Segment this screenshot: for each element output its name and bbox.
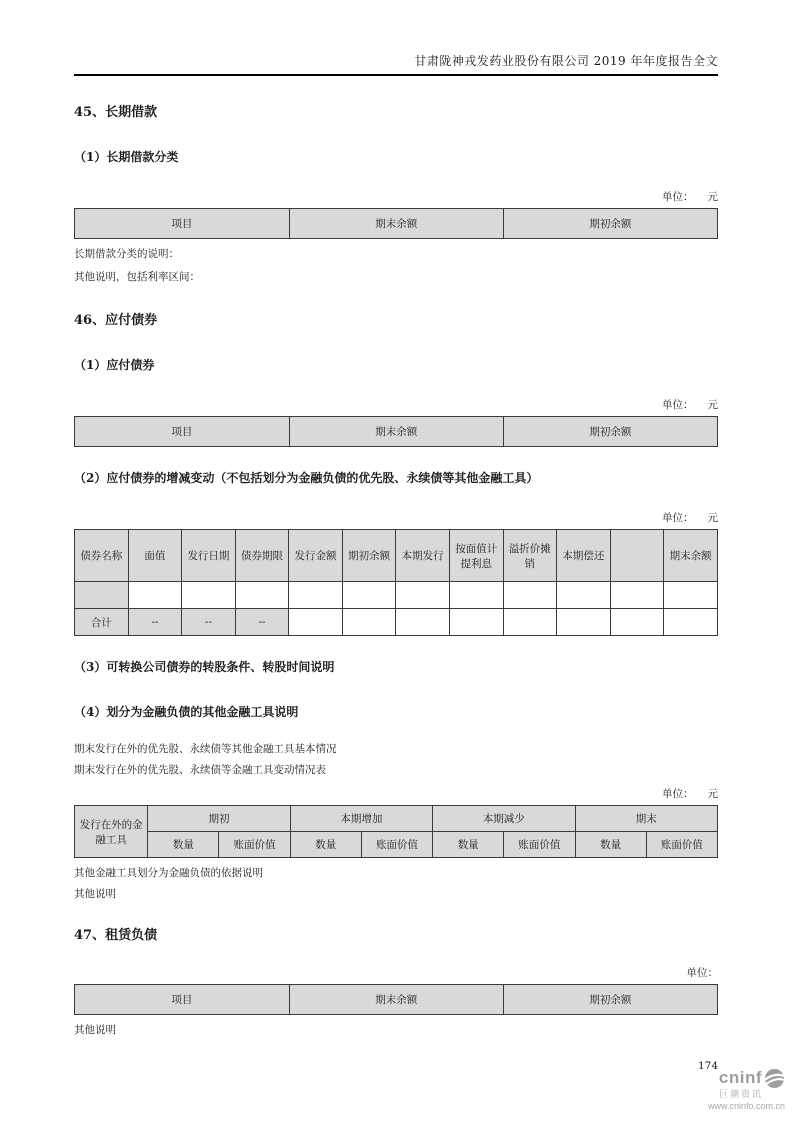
col-header-book-value: 账面价值 (219, 832, 290, 858)
note-liability-basis: 其他金融工具划分为金融负债的依据说明 (74, 867, 263, 879)
dash-cell: -- (235, 609, 289, 636)
empty-cell (449, 609, 503, 636)
col-header-beginning-balance: 期初余额 (503, 209, 717, 239)
unit-currency: 元 (707, 788, 718, 800)
total-row (75, 609, 718, 636)
empty-cell (342, 609, 396, 636)
unit-line-46-4 (74, 786, 718, 800)
group-header-ending: 期末 (575, 806, 717, 832)
section-46-sub-1: （1）应付债券 (74, 358, 155, 372)
section-46-sub-3: （3）可转换公司债券的转股条件、转股时间说明 (74, 660, 335, 674)
section-46-sub-2: （2）应付债券的增减变动（不包括划分为金融负债的优先股、永续债等其他金融工具） (74, 471, 539, 485)
col-header-current-issue: 本期发行 (396, 530, 450, 582)
col-header-quantity: 数量 (433, 832, 504, 858)
group-header-increase: 本期增加 (290, 806, 432, 832)
cninfo-logo-top (708, 1068, 785, 1089)
col-header-book-value: 账面价值 (646, 832, 717, 858)
note-outstanding-instruments-basic: 期末发行在外的优先股、永续债等其他金融工具基本情况 (74, 743, 337, 755)
empty-cell (396, 582, 450, 609)
unit-label: 单位： (662, 399, 694, 411)
section-46-title: 46、应付债券 (74, 313, 158, 328)
lease-liability-table (74, 984, 718, 1015)
empty-cell (289, 582, 343, 609)
unit-line-45 (74, 189, 718, 203)
empty-cell (664, 609, 718, 636)
cninfo-logo-url: www.cninfo.com.cn (707, 1101, 785, 1112)
note-loan-classification: 长期借款分类的说明： (74, 248, 179, 260)
sub-header-row (75, 832, 718, 858)
unit-currency: 元 (707, 191, 718, 203)
long-term-loan-table (74, 208, 718, 239)
table-header-row (75, 985, 718, 1015)
col-header-item: 项目 (75, 985, 290, 1015)
table-header-row (75, 417, 718, 447)
col-header-bond-term: 债券期限 (235, 530, 289, 582)
empty-cell (557, 609, 611, 636)
empty-cell (664, 582, 718, 609)
col-header-outstanding-instruments: 发行在外的金融工具 (75, 806, 148, 858)
col-header-blank (610, 530, 664, 582)
group-header-beginning: 期初 (148, 806, 290, 832)
empty-cell (289, 609, 343, 636)
section-45-sub-1: （1）长期借款分类 (74, 150, 179, 164)
note-other-47: 其他说明 (74, 1024, 116, 1036)
section-47-title: 47、租赁负债 (74, 928, 158, 943)
financial-instruments-table (74, 805, 718, 858)
col-header-beginning-balance: 期初余额 (503, 985, 717, 1015)
col-header-current-repayment: 本期偿还 (557, 530, 611, 582)
empty-cell (503, 609, 557, 636)
empty-cell (449, 582, 503, 609)
bonds-payable-table (74, 416, 718, 447)
note-other-interest-range: 其他说明，包括利率区间： (74, 271, 200, 283)
col-header-issue-amount: 发行金额 (289, 530, 343, 582)
section-46-sub-4: （4）划分为金融负债的其他金融工具说明 (74, 705, 299, 719)
col-header-quantity: 数量 (290, 832, 361, 858)
empty-cell (610, 609, 664, 636)
note-outstanding-instruments-change: 期末发行在外的优先股、永续债等金融工具变动情况表 (74, 764, 326, 776)
col-header-ending-balance: 期末余额 (289, 417, 503, 447)
col-header-item: 项目 (75, 417, 290, 447)
empty-data-row (75, 582, 718, 609)
unit-currency: 元 (707, 399, 718, 411)
group-header-row (75, 806, 718, 832)
col-header-interest-at-face: 按面值计提利息 (449, 530, 503, 582)
unit-line-47 (74, 965, 718, 979)
section-45-title: 45、长期借款 (74, 105, 158, 120)
empty-cell (128, 582, 182, 609)
unit-label: 单位： (662, 512, 694, 524)
col-header-face-value: 面值 (128, 530, 182, 582)
unit-label: 单位： (686, 967, 718, 979)
bond-movement-table (74, 529, 718, 636)
empty-cell (503, 582, 557, 609)
cninfo-logo-subtitle: 巨潮资讯 (718, 1089, 763, 1100)
col-header-quantity: 数量 (148, 832, 219, 858)
empty-cell (610, 582, 664, 609)
table-header-row (75, 530, 718, 582)
empty-cell (557, 582, 611, 609)
col-header-issue-date: 发行日期 (182, 530, 236, 582)
unit-label: 单位： (662, 788, 694, 800)
empty-cell (182, 582, 236, 609)
col-header-bond-name: 债券名称 (75, 530, 129, 582)
col-header-premium-amortization: 溢折价摊销 (503, 530, 557, 582)
report-header-title: 甘肃陇神戎发药业股份有限公司 2019 年年度报告全文 (74, 0, 718, 76)
empty-cell (396, 609, 450, 636)
col-header-item: 项目 (75, 209, 290, 239)
dash-cell: -- (182, 609, 236, 636)
empty-cell (342, 582, 396, 609)
unit-line-46-1 (74, 397, 718, 411)
note-other: 其他说明 (74, 888, 116, 900)
col-header-quantity: 数量 (575, 832, 646, 858)
group-header-decrease: 本期减少 (433, 806, 575, 832)
unit-currency: 元 (707, 512, 718, 524)
empty-cell (235, 582, 289, 609)
col-header-ending-balance: 期末余额 (289, 209, 503, 239)
cninfo-swirl-icon (764, 1068, 785, 1089)
col-header-beginning-balance: 期初余额 (503, 417, 717, 447)
total-label-cell: 合计 (75, 609, 129, 636)
dash-cell: -- (128, 609, 182, 636)
col-header-beginning-balance: 期初余额 (342, 530, 396, 582)
unit-line-46-2 (74, 510, 718, 524)
col-header-ending-balance: 期末余额 (664, 530, 718, 582)
col-header-ending-balance: 期末余额 (289, 985, 503, 1015)
empty-cell (75, 582, 129, 609)
col-header-book-value: 账面价值 (504, 832, 575, 858)
unit-label: 单位： (662, 191, 694, 203)
cninfo-logo (708, 1068, 785, 1112)
page-number: 174 (697, 1060, 718, 1072)
col-header-book-value: 账面价值 (361, 832, 432, 858)
cninfo-logo-text: cninf (718, 1068, 762, 1088)
table-header-row (75, 209, 718, 239)
